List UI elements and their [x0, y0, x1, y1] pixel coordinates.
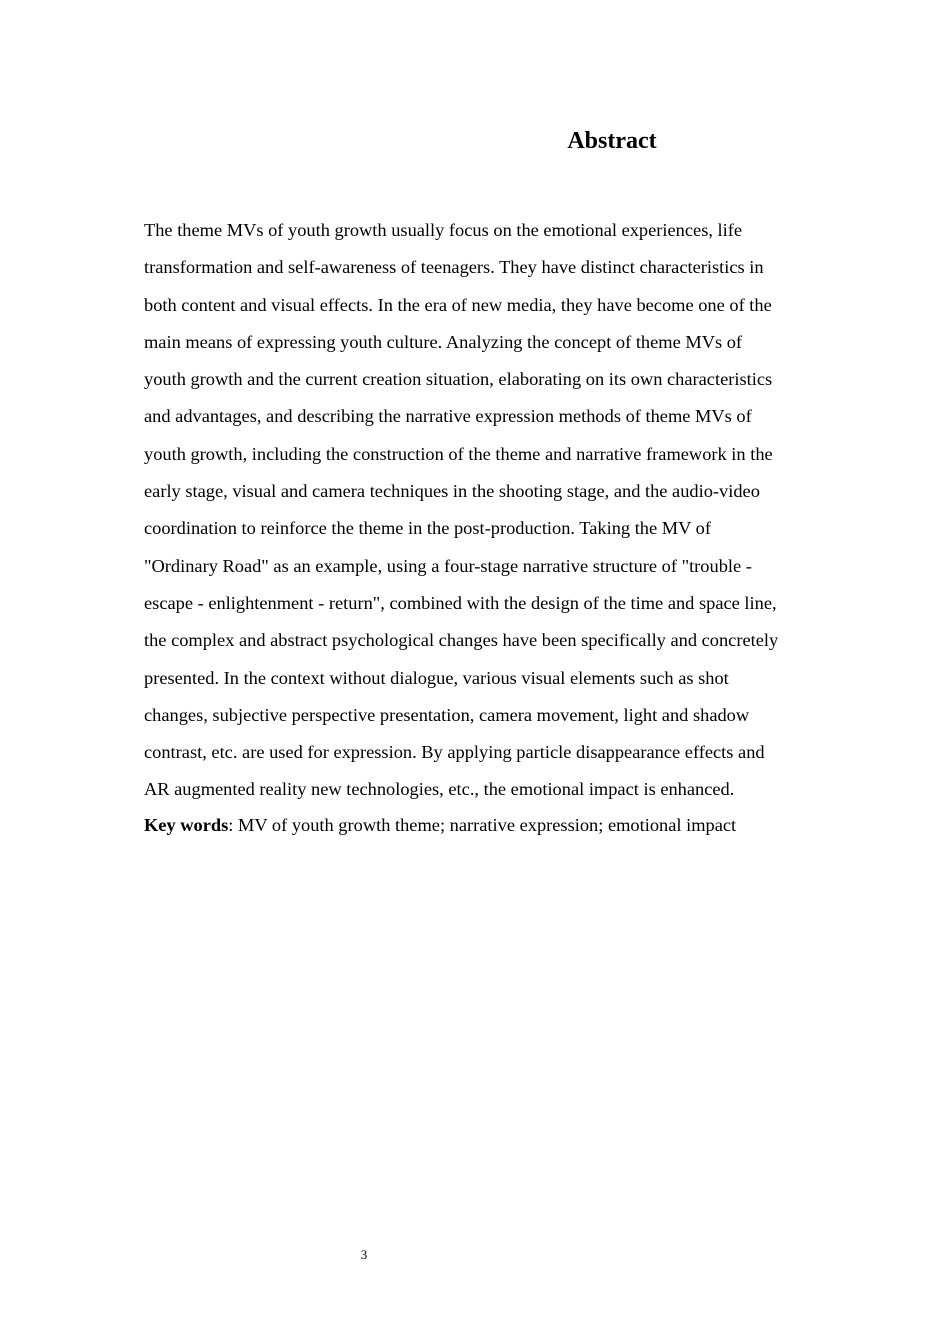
abstract-line: early stage, visual and camera techniques in the shooting stage, and the audio-video	[144, 481, 760, 502]
abstract-line: main means of expressing youth culture. Analyzing the concept of theme MVs of	[144, 331, 743, 352]
abstract-body	[144, 212, 808, 809]
abstract-line: escape - enlightenment - return", combined with the design of the time and space line,	[144, 592, 777, 613]
abstract-line: transformation and self-awareness of teenagers. They have distinct characteristics in	[144, 257, 764, 278]
page-title: Abstract	[567, 128, 657, 154]
abstract-line: the complex and abstract psychological changes have been specifically and concretely	[144, 630, 779, 651]
abstract-line: contrast, etc. are used for expression. By applying particle disappearance effects and	[144, 742, 765, 763]
abstract-line: "Ordinary Road" as an example, using a four-stage narrative structure of "trouble -	[144, 555, 752, 576]
abstract-line: presented. In the context without dialogue, various visual elements such as shot	[144, 667, 729, 688]
keywords-text: : MV of youth growth theme; narrative expression; emotional impact	[228, 815, 737, 835]
abstract-line: youth growth and the current creation situation, elaborating on its own characteristics	[144, 369, 773, 390]
abstract-line: coordination to reinforce the theme in the post-production. Taking the MV of	[144, 518, 711, 539]
abstract-line: youth growth, including the construction of the theme and narrative framework in the	[144, 443, 773, 464]
abstract-line: changes, subjective perspective presentation, camera movement, light and shadow	[144, 704, 750, 725]
page-number: 3	[360, 1247, 368, 1262]
keywords-paragraph	[144, 807, 808, 843]
abstract-line: The theme MVs of youth growth usually focus on the emotional experiences, life	[144, 220, 743, 240]
abstract-line: both content and visual effects. In the era of new media, they have become one of the	[144, 294, 772, 315]
abstract-line: AR augmented reality new technologies, etc., the emotional impact is enhanced.	[144, 779, 735, 800]
keywords-label: Key words	[144, 815, 229, 835]
abstract-line: and advantages, and describing the narrative expression methods of theme MVs of	[144, 406, 752, 427]
